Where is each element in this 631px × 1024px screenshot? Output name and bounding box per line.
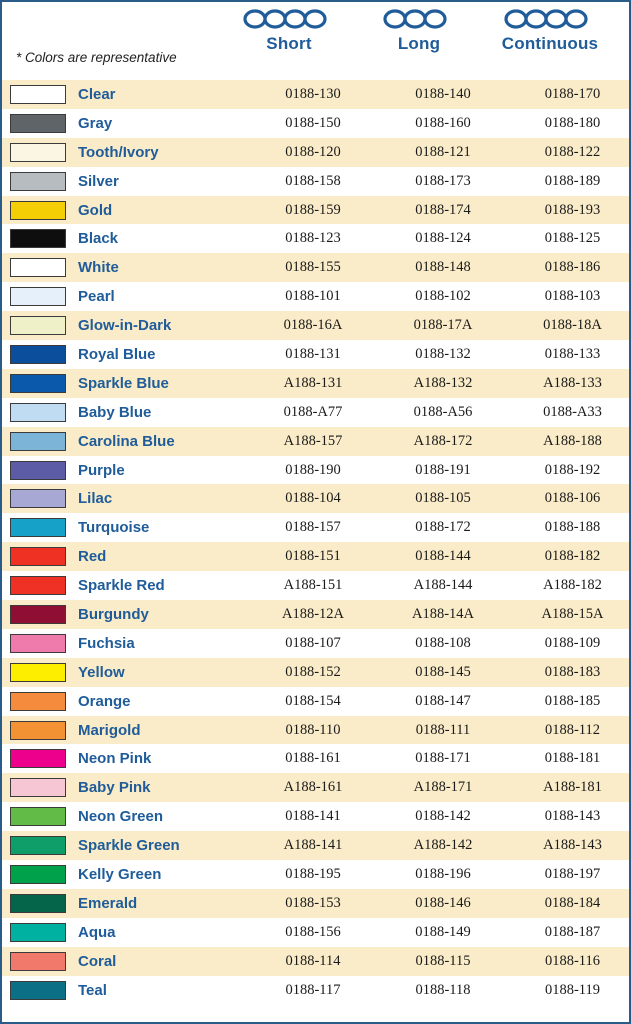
code-continuous: 0188-18A xyxy=(543,317,602,334)
color-swatch-cell xyxy=(2,778,74,797)
color-swatch-cell xyxy=(2,114,74,133)
table-row xyxy=(2,658,629,687)
code-long: 0188-144 xyxy=(415,548,471,565)
code-continuous: 0188-183 xyxy=(544,663,601,680)
color-name: Neon Pink xyxy=(78,750,152,768)
color-swatch-cell xyxy=(2,489,74,508)
code-long: 0188-174 xyxy=(415,201,471,218)
color-name: Black xyxy=(78,230,119,248)
color-name: Baby Blue xyxy=(78,403,152,421)
table-row xyxy=(2,80,629,109)
color-name: Teal xyxy=(78,981,107,999)
code-continuous: 0188-189 xyxy=(544,172,601,189)
color-name: Glow-in-Dark xyxy=(78,317,172,335)
code-continuous: A188-143 xyxy=(543,837,602,854)
code-continuous: 0188-193 xyxy=(544,201,601,218)
color-swatch xyxy=(10,489,66,508)
color-swatch-cell xyxy=(2,807,74,826)
code-long: 0188-146 xyxy=(415,894,471,911)
code-short: 0188-158 xyxy=(285,172,341,189)
color-swatch-cell xyxy=(2,547,74,566)
code-short: 0188-157 xyxy=(285,519,341,536)
color-swatch-cell xyxy=(2,258,74,277)
code-continuous: 0188-122 xyxy=(544,143,601,160)
color-swatch xyxy=(10,201,66,220)
code-short: 0188-117 xyxy=(285,981,341,998)
code-continuous: 0188-182 xyxy=(544,548,601,565)
color-swatch xyxy=(10,85,66,104)
color-swatch-cell xyxy=(2,721,74,740)
color-swatch xyxy=(10,721,66,740)
table-row xyxy=(2,167,629,196)
code-continuous: 0188-133 xyxy=(544,345,601,362)
color-swatch xyxy=(10,403,66,422)
color-swatch-cell xyxy=(2,461,74,480)
color-swatch-cell xyxy=(2,316,74,335)
code-continuous: 0188-180 xyxy=(544,114,601,131)
color-swatch xyxy=(10,749,66,768)
color-name: Kelly Green xyxy=(78,865,162,883)
color-swatch-cell xyxy=(2,894,74,913)
column-header-short-label: Short xyxy=(266,34,312,53)
color-swatch-cell xyxy=(2,981,74,1000)
color-swatch-cell xyxy=(2,836,74,855)
table-row xyxy=(2,947,629,976)
code-continuous: A188-182 xyxy=(543,577,602,594)
code-short: 0188-A77 xyxy=(283,403,343,420)
column-header-continuous-label: Continuous xyxy=(501,34,599,53)
color-name: Clear xyxy=(78,85,116,103)
code-long: A188-144 xyxy=(413,577,473,594)
table-row xyxy=(2,138,629,167)
code-long: 0188-132 xyxy=(415,345,471,362)
code-continuous: 0188-109 xyxy=(544,634,601,651)
color-swatch-cell xyxy=(2,143,74,162)
color-swatch xyxy=(10,229,66,248)
color-swatch-cell xyxy=(2,518,74,537)
color-name: Marigold xyxy=(78,721,141,739)
table-row xyxy=(2,224,629,253)
color-swatch xyxy=(10,807,66,826)
color-swatch-cell xyxy=(2,923,74,942)
table-row xyxy=(2,253,629,282)
color-swatch xyxy=(10,143,66,162)
table-row xyxy=(2,282,629,311)
column-header-short xyxy=(234,8,344,54)
code-continuous: 0188-103 xyxy=(544,288,601,305)
color-name: Burgundy xyxy=(78,605,149,623)
code-continuous: 0188-112 xyxy=(544,721,601,738)
color-name: Turquoise xyxy=(78,519,150,537)
color-swatch xyxy=(10,461,66,480)
color-swatch-cell xyxy=(2,952,74,971)
color-swatch-cell xyxy=(2,432,74,451)
color-swatch xyxy=(10,345,66,364)
code-short: 0188-159 xyxy=(285,201,341,218)
code-long: 0188-108 xyxy=(415,634,471,651)
table-row xyxy=(2,889,629,918)
color-name: Neon Green xyxy=(78,808,164,826)
color-swatch xyxy=(10,114,66,133)
color-swatch xyxy=(10,692,66,711)
code-long: 0188-140 xyxy=(415,85,471,102)
color-swatch-cell xyxy=(2,85,74,104)
code-short: 0188-151 xyxy=(285,548,341,565)
code-continuous: 0188-116 xyxy=(544,952,601,969)
color-name: Gray xyxy=(78,114,113,132)
code-short: 0188-153 xyxy=(285,894,341,911)
code-long: 0188-124 xyxy=(415,230,471,247)
color-swatch xyxy=(10,172,66,191)
color-swatch xyxy=(10,865,66,884)
code-continuous: 0188-106 xyxy=(544,490,601,507)
color-swatch xyxy=(10,547,66,566)
code-long: 0188-196 xyxy=(415,865,471,882)
color-name: Purple xyxy=(78,461,125,479)
color-name: Carolina Blue xyxy=(78,432,175,450)
representative-colors-note: * Colors are representative xyxy=(16,50,177,65)
code-long: 0188-102 xyxy=(415,288,471,305)
table-row xyxy=(2,687,629,716)
color-swatch-cell xyxy=(2,229,74,248)
table-row xyxy=(2,744,629,773)
code-continuous: 0188-119 xyxy=(544,981,601,998)
table-row xyxy=(2,976,629,1005)
code-long: 0188-149 xyxy=(415,923,471,940)
code-short: A188-161 xyxy=(283,779,343,796)
color-swatch xyxy=(10,923,66,942)
code-long: A188-132 xyxy=(413,374,473,391)
color-swatch xyxy=(10,287,66,306)
code-short: 0188-155 xyxy=(285,259,341,276)
color-name: Emerald xyxy=(78,894,138,912)
column-header-long xyxy=(364,8,474,54)
code-short: 0188-107 xyxy=(285,634,341,651)
code-continuous: A188-181 xyxy=(543,779,602,796)
code-short: 0188-131 xyxy=(285,345,341,362)
table-row xyxy=(2,369,629,398)
color-name: Royal Blue xyxy=(78,345,156,363)
code-long: 0188-142 xyxy=(415,808,471,825)
code-long: 0188-105 xyxy=(415,490,471,507)
code-continuous: 0188-184 xyxy=(544,894,601,911)
color-name: Sparkle Green xyxy=(78,837,180,855)
code-long: 0188-118 xyxy=(415,981,471,998)
color-swatch xyxy=(10,981,66,1000)
code-continuous: A188-188 xyxy=(543,432,602,449)
table-row xyxy=(2,802,629,831)
column-header-continuous xyxy=(480,8,620,54)
color-swatch-cell xyxy=(2,605,74,624)
code-continuous: 0188-187 xyxy=(544,923,601,940)
table-row xyxy=(2,513,629,542)
code-long: 0188-160 xyxy=(415,114,471,131)
code-long: 0188-172 xyxy=(415,519,471,536)
code-long: 0188-111 xyxy=(415,721,471,738)
code-continuous: 0188-125 xyxy=(544,230,601,247)
code-short: A188-12A xyxy=(281,605,345,622)
table-row xyxy=(2,340,629,369)
table-row xyxy=(2,398,629,427)
code-continuous: 0188-170 xyxy=(544,85,601,102)
table-row xyxy=(2,311,629,340)
code-continuous: 0188-143 xyxy=(544,808,601,825)
code-short: 0188-101 xyxy=(285,288,341,305)
code-short: 0188-110 xyxy=(285,721,341,738)
code-short: 0188-152 xyxy=(285,663,341,680)
table-row xyxy=(2,860,629,889)
color-swatch xyxy=(10,836,66,855)
code-continuous: 0188-188 xyxy=(544,519,601,536)
code-short: 0188-190 xyxy=(285,461,341,478)
code-continuous: 0188-197 xyxy=(544,865,601,882)
table-row xyxy=(2,196,629,225)
color-name: Tooth/Ivory xyxy=(78,143,159,161)
color-name: Lilac xyxy=(78,490,113,508)
color-name: Baby Pink xyxy=(78,779,151,797)
color-name: Fuchsia xyxy=(78,634,135,652)
color-swatch-cell xyxy=(2,663,74,682)
chart-header xyxy=(2,2,629,80)
code-long: 0188-148 xyxy=(415,259,471,276)
code-long: 0188-173 xyxy=(415,172,471,189)
table-row xyxy=(2,773,629,802)
color-swatch-cell xyxy=(2,345,74,364)
chain-3-links-icon xyxy=(364,8,474,30)
code-long: 0188-147 xyxy=(415,692,471,709)
code-short: A188-151 xyxy=(283,577,343,594)
code-short: A188-131 xyxy=(283,374,343,391)
color-swatch-cell xyxy=(2,403,74,422)
code-short: 0188-156 xyxy=(285,923,341,940)
color-swatch xyxy=(10,316,66,335)
color-swatch-cell xyxy=(2,576,74,595)
color-swatch-cell xyxy=(2,865,74,884)
color-name: Red xyxy=(78,548,107,566)
color-swatch xyxy=(10,518,66,537)
color-name: Yellow xyxy=(78,663,125,681)
table-row xyxy=(2,716,629,745)
code-short: A188-157 xyxy=(283,432,343,449)
code-short: 0188-16A xyxy=(283,317,343,334)
code-short: 0188-150 xyxy=(285,114,341,131)
code-long: 0188-121 xyxy=(415,143,471,160)
table-row xyxy=(2,831,629,860)
color-swatch-cell xyxy=(2,634,74,653)
color-name: Sparkle Blue xyxy=(78,374,169,392)
code-continuous: 0188-A33 xyxy=(543,403,602,420)
color-code-table xyxy=(2,80,629,1022)
chain-4-links-icon xyxy=(234,8,344,30)
code-continuous: A188-15A xyxy=(541,605,604,622)
code-long: 0188-115 xyxy=(415,952,471,969)
code-continuous: 0188-185 xyxy=(544,692,601,709)
code-long: A188-14A xyxy=(411,605,475,622)
color-name: Sparkle Red xyxy=(78,577,165,595)
color-swatch-cell xyxy=(2,374,74,393)
color-name: Pearl xyxy=(78,288,115,306)
code-short: A188-141 xyxy=(283,837,343,854)
code-short: 0188-114 xyxy=(285,952,341,969)
code-long: 0188-A56 xyxy=(413,403,473,420)
table-row xyxy=(2,600,629,629)
code-short: 0188-120 xyxy=(285,143,341,160)
color-swatch xyxy=(10,778,66,797)
color-name: Gold xyxy=(78,201,113,219)
color-swatch xyxy=(10,663,66,682)
code-short: 0188-154 xyxy=(285,692,341,709)
color-swatch xyxy=(10,258,66,277)
code-long: A188-142 xyxy=(413,837,473,854)
code-long: 0188-17A xyxy=(413,317,473,334)
table-row xyxy=(2,542,629,571)
table-row xyxy=(2,456,629,485)
column-header-long-label: Long xyxy=(397,34,441,53)
color-swatch xyxy=(10,374,66,393)
code-short: 0188-104 xyxy=(285,490,341,507)
color-swatch xyxy=(10,576,66,595)
chain-4-links-icon xyxy=(480,8,620,30)
color-name: Aqua xyxy=(78,923,116,941)
code-continuous: A188-133 xyxy=(543,374,602,391)
code-long: 0188-191 xyxy=(415,461,471,478)
color-name: Orange xyxy=(78,692,131,710)
table-row xyxy=(2,629,629,658)
color-swatch-cell xyxy=(2,692,74,711)
code-long: 0188-145 xyxy=(415,663,471,680)
color-swatch-cell xyxy=(2,749,74,768)
color-name: Coral xyxy=(78,952,117,970)
color-swatch-cell xyxy=(2,201,74,220)
code-continuous: 0188-186 xyxy=(544,259,601,276)
code-long: 0188-171 xyxy=(415,750,471,767)
table-row xyxy=(2,427,629,456)
table-row xyxy=(2,109,629,138)
code-long: A188-172 xyxy=(413,432,473,449)
code-short: 0188-161 xyxy=(285,750,341,767)
code-short: 0188-130 xyxy=(285,85,341,102)
code-continuous: 0188-181 xyxy=(544,750,601,767)
color-swatch xyxy=(10,432,66,451)
code-continuous: 0188-192 xyxy=(544,461,601,478)
color-swatch-cell xyxy=(2,287,74,306)
table-row xyxy=(2,484,629,513)
color-swatch-cell xyxy=(2,172,74,191)
color-swatch xyxy=(10,894,66,913)
color-swatch xyxy=(10,605,66,624)
color-name: White xyxy=(78,259,119,277)
code-short: 0188-123 xyxy=(285,230,341,247)
table-row xyxy=(2,571,629,600)
color-swatch xyxy=(10,634,66,653)
code-short: 0188-141 xyxy=(285,808,341,825)
color-name: Silver xyxy=(78,172,119,190)
table-row xyxy=(2,918,629,947)
code-long: A188-171 xyxy=(413,779,473,796)
code-short: 0188-195 xyxy=(285,865,341,882)
color-swatch xyxy=(10,952,66,971)
